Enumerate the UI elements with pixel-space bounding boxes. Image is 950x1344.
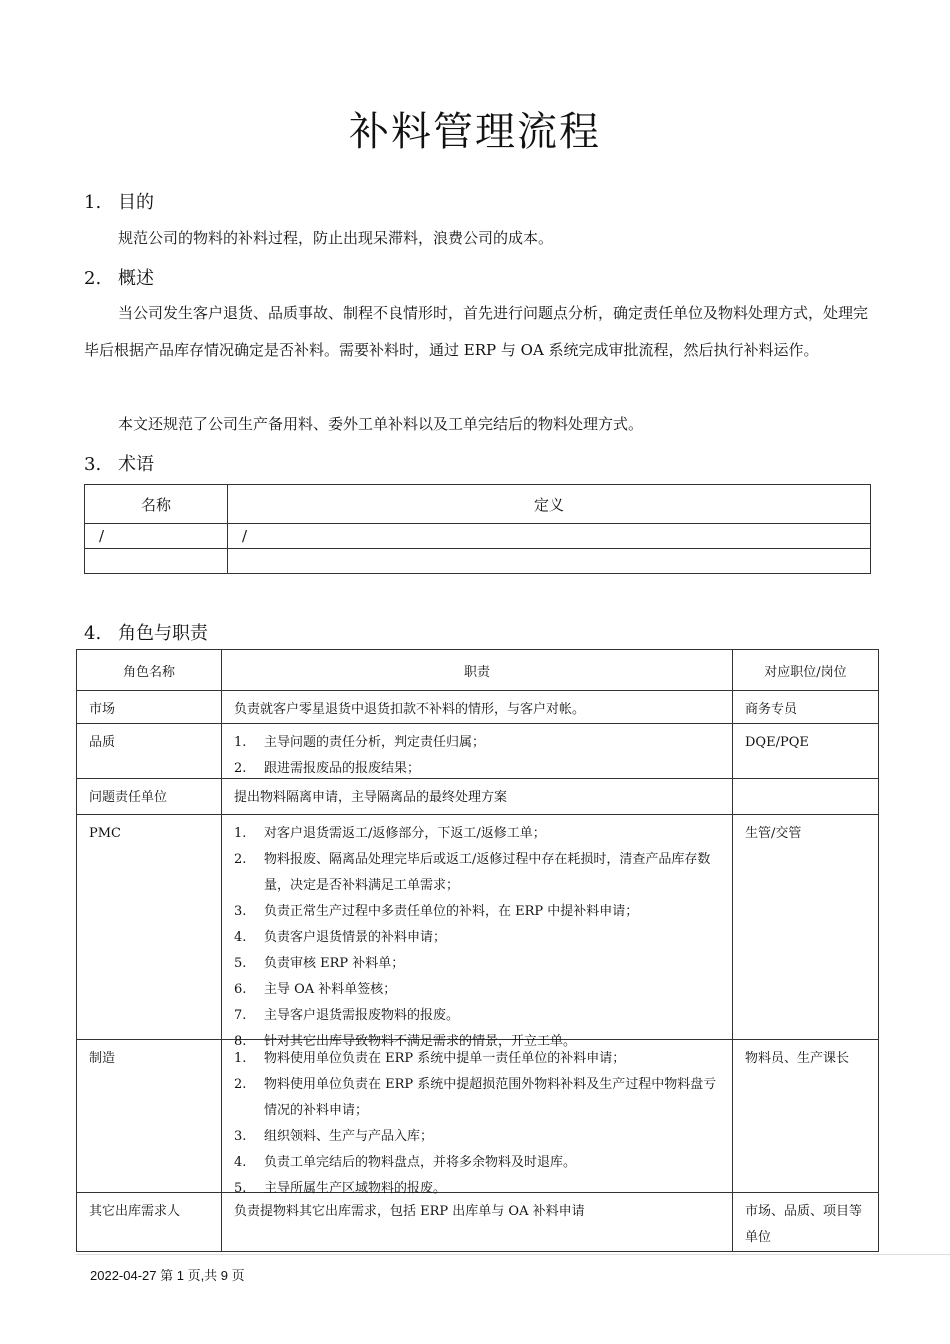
position-cell: 市场、品质、项目等单位	[733, 1193, 879, 1252]
list-item	[234, 756, 722, 782]
table-row	[77, 815, 879, 1040]
table-header-row	[77, 650, 879, 691]
list-item-text: 物料使用单位负责在 ERP 系统中提超损范围外物料补料及生产过程中物料盘亏情况的补料申请；	[264, 1077, 717, 1118]
list-item	[234, 899, 722, 925]
list-item-number: 4.	[234, 930, 247, 945]
list-item-number: 1.	[234, 735, 247, 750]
list-item-text: 负责审核 ERP 补料单；	[264, 956, 405, 971]
list-item-number: 1.	[234, 1051, 247, 1066]
list-item-text: 跟进需报废品的报废结果；	[264, 761, 421, 776]
table-row	[77, 691, 879, 724]
section-2-heading	[84, 264, 154, 290]
table-cell: /	[228, 524, 871, 549]
list-item-number: 2.	[234, 1077, 247, 1092]
section-number: 1.	[84, 192, 102, 213]
list-item	[234, 1176, 722, 1202]
list-item-number: 7.	[234, 1008, 247, 1023]
table-row	[85, 524, 871, 549]
column-header: 角色名称	[77, 650, 222, 691]
list-item-number: 1.	[234, 826, 247, 841]
column-header: 职责	[222, 650, 733, 691]
duty-cell	[222, 779, 733, 815]
list-item-text: 负责客户退货情景的补料申请；	[264, 930, 447, 945]
position-cell: 商务专员	[733, 691, 879, 724]
list-item	[234, 977, 722, 1003]
section-title: 术语	[118, 454, 154, 475]
list-item-number: 8.	[234, 1034, 247, 1049]
list-item-number: 3.	[234, 904, 247, 919]
table-header-row	[85, 485, 871, 524]
section-number: 2.	[84, 268, 102, 289]
duty-cell	[222, 724, 733, 779]
role-name-cell: 制造	[77, 1040, 222, 1193]
section-title: 目的	[118, 192, 154, 213]
list-item-text: 主导问题的责任分析，判定责任归属；	[264, 735, 486, 750]
section-number: 4.	[84, 623, 102, 644]
duty-cell	[222, 1040, 733, 1196]
list-item-text: 组织领料、生产与产品入库；	[264, 1129, 434, 1144]
page-title: 补料管理流程	[349, 109, 601, 155]
table-row	[85, 549, 871, 574]
roles-table	[76, 649, 879, 1252]
list-item	[234, 821, 722, 847]
list-item	[234, 1072, 722, 1124]
section-1-heading	[84, 188, 154, 214]
list-item-number: 3.	[234, 1129, 247, 1144]
list-item	[234, 925, 722, 951]
position-cell: DQE/PQE	[733, 724, 879, 779]
footer-divider	[76, 1254, 950, 1255]
role-name-cell: 其它出库需求人	[77, 1193, 222, 1252]
duty-text: 负责提物料其它出库需求，包括 ERP 出库单与 OA 补料申请	[234, 1204, 585, 1219]
duty-list	[234, 730, 722, 782]
section-title: 角色与职责	[118, 623, 208, 644]
overview-paragraph-2: 本文还规范了公司生产备用料、委外工单补料以及工单完结后的物料处理方式。	[118, 415, 644, 433]
duty-text: 负责就客户零星退货中退货扣款不补料的情形，与客户对帐。	[234, 702, 586, 717]
overview-paragraph-1: 当公司发生客户退货、品质事故、制程不良情形时，首先进行问题点分析，确定责任单位及物料处理方式，处理完毕后根据产品库存情况确定是否补料。需要补料时，通过 ERP 与 OA 系统完成审批流程，然后执行补料运作。	[84, 304, 869, 359]
role-name-cell: 品质	[77, 724, 222, 779]
table-cell	[228, 549, 871, 574]
position-cell	[733, 779, 879, 815]
list-item-text: 主导 OA 补料单签核；	[264, 982, 397, 997]
column-header: 定义	[228, 485, 871, 524]
position-cell: 生管/交管	[733, 815, 879, 1040]
terms-table	[84, 484, 871, 574]
duty-list	[234, 821, 722, 1055]
table-row	[77, 779, 879, 815]
page-footer: 2022-04-27 第 1 页,共 9 页	[90, 1268, 245, 1283]
list-item-text: 对客户退货需返工/返修部分，下返工/返修工单；	[264, 826, 546, 841]
list-item	[234, 951, 722, 977]
column-header: 名称	[85, 485, 228, 524]
list-item-number: 2.	[234, 852, 247, 867]
list-item	[234, 1150, 722, 1176]
list-item	[234, 730, 722, 756]
list-item-text: 物料报废、隔离品处理完毕后或返工/返修过程中存在耗损时，清查产品库存数量，决定是否补料满足工单需求；	[264, 852, 711, 893]
roles-table-body	[77, 691, 879, 1252]
list-item	[234, 1046, 722, 1072]
list-item-number: 6.	[234, 982, 247, 997]
table-cell	[85, 549, 228, 574]
position-cell: 物料员、生产课长	[733, 1040, 879, 1193]
role-name-cell: PMC	[77, 815, 222, 1040]
table-cell: /	[85, 524, 228, 549]
duty-list	[234, 1046, 722, 1202]
column-header: 对应职位/岗位	[733, 650, 879, 691]
role-name-cell: 问题责任单位	[77, 779, 222, 815]
duty-cell	[222, 815, 733, 1049]
section-4-heading	[84, 619, 208, 645]
list-item-text: 负责正常生产过程中多责任单位的补料，在 ERP 中提补料申请；	[264, 904, 639, 919]
list-item-number: 5.	[234, 1181, 247, 1196]
duty-cell	[222, 691, 733, 724]
list-item-text: 主导所属生产区域物料的报废。	[264, 1181, 447, 1196]
list-item-number: 5.	[234, 956, 247, 971]
table-row	[77, 724, 879, 779]
list-item	[234, 1003, 722, 1029]
list-item	[234, 847, 722, 899]
duty-text: 提出物料隔离申请，主导隔离品的最终处理方案	[234, 790, 508, 805]
list-item-text: 物料使用单位负责在 ERP 系统中提单一责任单位的补料申请；	[264, 1051, 626, 1066]
section-number: 3.	[84, 454, 102, 475]
list-item-number: 2.	[234, 761, 247, 776]
table-row	[77, 1040, 879, 1193]
list-item-text: 负责工单完结后的物料盘点，并将多余物料及时退库。	[264, 1155, 577, 1170]
section-3-heading	[84, 450, 154, 476]
role-name-cell: 市场	[77, 691, 222, 724]
list-item-text: 主导客户退货需报废物料的报废。	[264, 1008, 460, 1023]
list-item-text: 针对其它出库导致物料不满足需求的情景，开立工单。	[264, 1034, 577, 1049]
section-title: 概述	[118, 268, 154, 289]
list-item	[234, 1124, 722, 1150]
purpose-paragraph: 规范公司的物料的补料过程，防止出现呆滞料，浪费公司的成本。	[118, 229, 554, 247]
list-item-number: 4.	[234, 1155, 247, 1170]
